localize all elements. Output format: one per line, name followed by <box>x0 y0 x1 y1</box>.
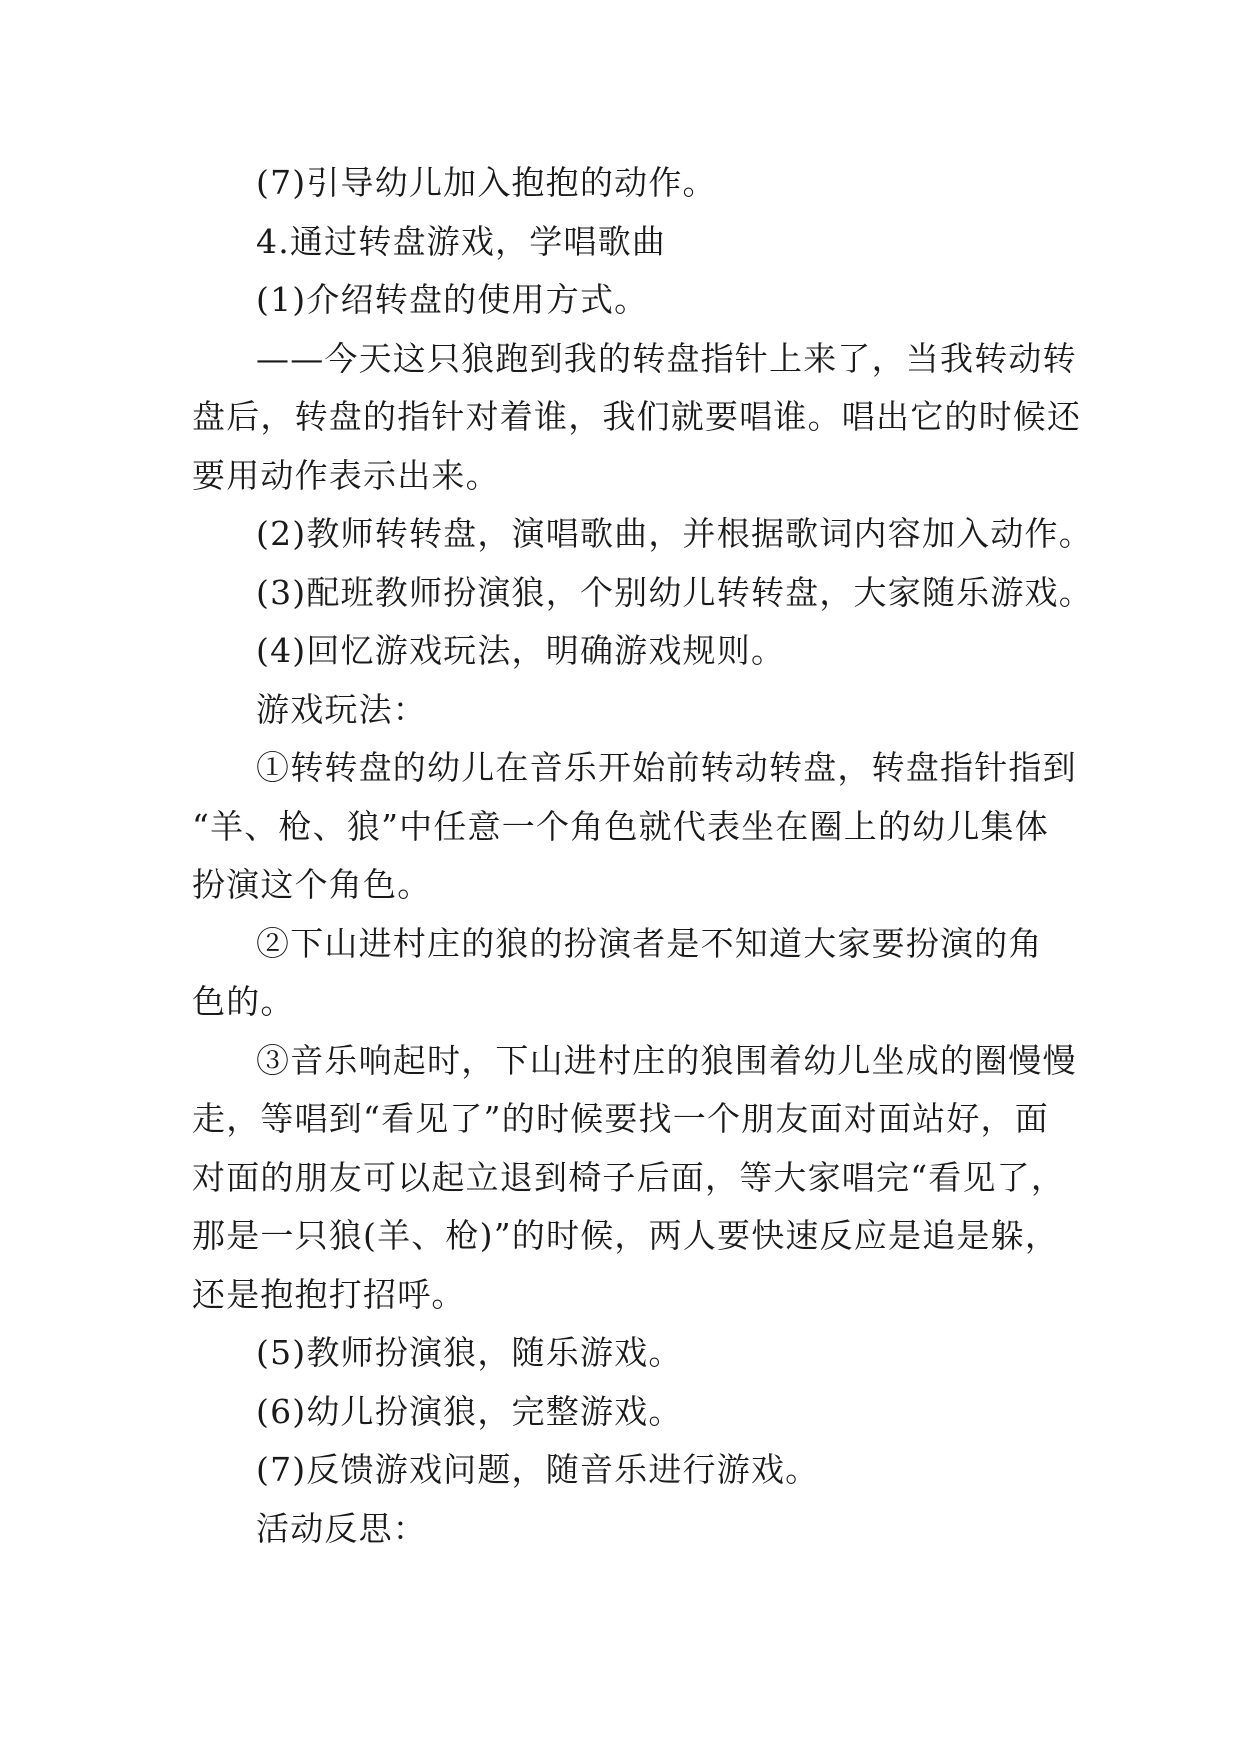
paragraph-line: 盘后，转盘的指针对着谁，我们就要唱谁。唱出它的时候还 <box>192 397 1082 436</box>
paragraph-line: 要用动作表示出来。 <box>192 455 500 495</box>
paragraph-line: 走，等唱到“看见了”的时候要找一个朋友面对面站好，面 <box>192 1099 1049 1138</box>
paragraph-line: (6)幼儿扮演狼，完整游戏。 <box>256 1391 683 1431</box>
paragraph-line: 还是抱抱打招呼。 <box>192 1274 466 1314</box>
paragraph-line: (1)介绍转盘的使用方式。 <box>256 280 649 319</box>
paragraph-line: ①转转盘的幼儿在音乐开始前转动转盘，转盘指针指到 <box>256 748 1077 787</box>
paragraph-line: (7)引导幼儿加入抱抱的动作。 <box>256 163 717 202</box>
paragraph-line: ②下山进村庄的狼的扮演者是不知道大家要扮演的角 <box>256 923 1043 963</box>
paragraph-line: 扮演这个角色。 <box>192 865 432 904</box>
subheading: 游戏玩法： <box>256 689 427 729</box>
paragraph-line: 对面的朋友可以起立退到椅子后面，等大家唱完“看见了， <box>192 1157 1066 1197</box>
subheading: 活动反思： <box>256 1508 427 1548</box>
paragraph-line: (3)配班教师扮演狼，个别幼儿转转盘，大家随乐游戏。 <box>256 572 1093 612</box>
paragraph-line: ——今天这只狼跑到我的转盘指针上来了，当我转动转 <box>256 338 1077 378</box>
paragraph-line: (7)反馈游戏问题，随音乐进行游戏。 <box>256 1450 820 1489</box>
paragraph-line: “羊、枪、狼”中任意一个角色就代表坐在圈上的幼儿集体 <box>192 806 1049 846</box>
paragraph-line: (5)教师扮演狼，随乐游戏。 <box>256 1333 683 1372</box>
paragraph-line: 那是一只狼(羊、枪)”的时候，两人要快速反应是追是躲， <box>192 1216 1060 1255</box>
document-body <box>192 154 1093 1558</box>
paragraph-line: ③音乐响起时，下山进村庄的狼围着幼儿坐成的圈慢慢 <box>256 1040 1077 1080</box>
paragraph-line: (2)教师转转盘，演唱歌曲，并根据歌词内容加入动作。 <box>256 514 1093 553</box>
paragraph-line: 色的。 <box>192 982 295 1021</box>
paragraph-line: (4)回忆游戏玩法，明确游戏规则。 <box>256 631 786 670</box>
section-heading: 4.通过转盘游戏，学唱歌曲 <box>256 221 667 261</box>
